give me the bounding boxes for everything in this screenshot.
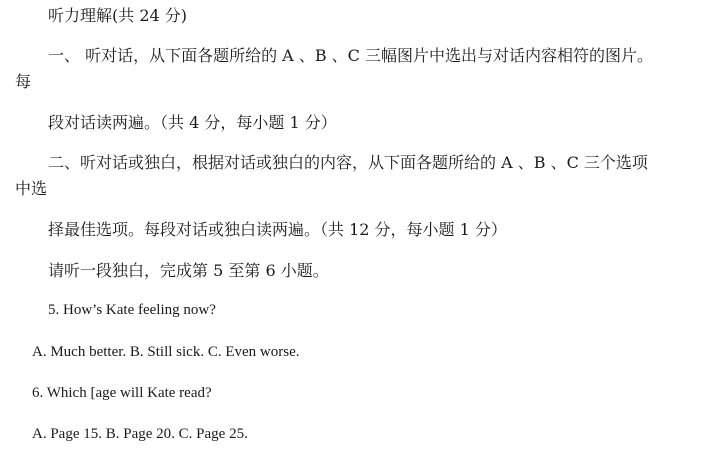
- section-title: 听力理解(共 24 分): [48, 6, 188, 25]
- part2-instruction-line2: 中选: [15, 179, 48, 198]
- monologue-instruction: 请听一段独白，完成第 5 至第 6 小题。: [48, 261, 329, 280]
- question-5: 5. How’s Kate feeling now?: [48, 302, 216, 318]
- part1-instruction-line1: 一、 听对话，从下面各题所给的 A 、B 、C 三幅图片中选出与对话内容相符的图片。: [48, 46, 653, 65]
- part1-instruction-line2: 每: [15, 72, 32, 91]
- question-5-options: A. Much better. B. Still sick. C. Even worse.: [32, 344, 300, 360]
- question-6-options: A. Page 15. B. Page 20. C. Page 25.: [32, 426, 248, 442]
- part2-instruction-line3: 择最佳选项。每段对话或独白读两遍。（共 12 分，每小题 1 分）: [48, 220, 507, 239]
- question-6: 6. Which [age will Kate read?: [32, 385, 212, 401]
- part1-instruction-line3: 段对话读两遍。（共 4 分，每小题 1 分）: [48, 113, 337, 132]
- part2-instruction-line1: 二、听对话或独白，根据对话或独白的内容，从下面各题所给的 A 、B 、C 三个选项: [48, 153, 648, 172]
